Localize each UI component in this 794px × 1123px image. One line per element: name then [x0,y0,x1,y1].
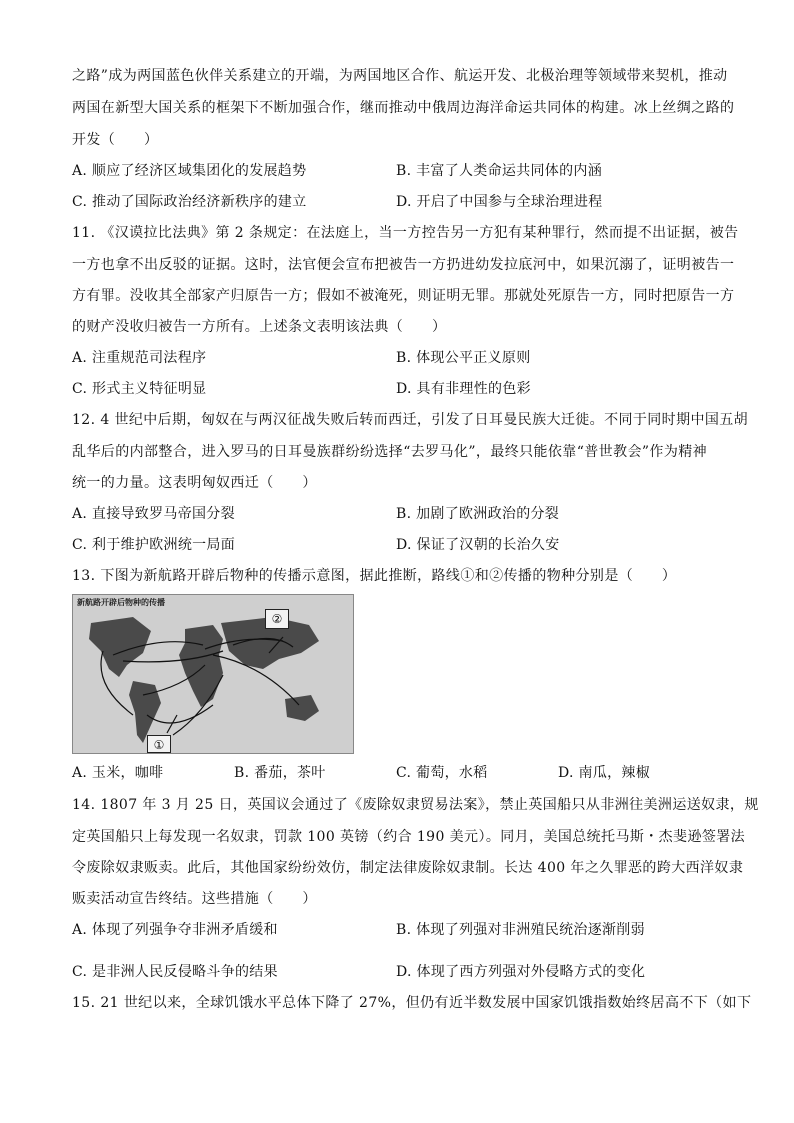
q12-option-d: D. 保证了汉朝的长治久安 [396,537,560,553]
q11-option-a: A. 注重规范司法程序 [72,350,207,366]
q11-option-d: D. 具有非理性的色彩 [396,381,531,397]
q14-line-2: 定英国船只上每发现一名奴隶，罚款 100 英镑（约合 190 美元）。同月，美国总统托马斯・杰斐逊签署法 [72,829,746,845]
q14-line-4: 贩卖活动宣告终结。这些措施（ ） [72,891,317,907]
route-label-2: ② [265,609,289,629]
q10-line-3: 开发（ ） [72,132,159,148]
q12-option-a: A. 直接导致罗马帝国分裂 [72,506,235,522]
q13-option-c: C. 葡萄，水稻 [396,765,488,781]
q10-line-1: 之路”成为两国蓝色伙伴关系建立的开端，为两国地区合作、航运开发、北极治理等领域带来契机，推动 [72,68,728,84]
q12-line-2: 乱华后的内部整合，进入罗马的日耳曼族群纷纷选择“去罗马化”，最终只能依靠“普世教会”作为精神 [72,444,708,460]
q12-line-1: 12. 4 世纪中后期，匈奴在与两汉征战失败后转而西迁，引发了日耳曼民族大迁徙。不同于同时期中国五胡 [72,412,749,428]
q11-line-3: 方有罪。没收其全部家产归原告一方；假如不被淹死，则证明无罪。那就处死原告一方，同时把原告一方 [72,288,735,304]
q13-option-d: D. 南瓜，辣椒 [558,765,651,781]
q10-option-c: C. 推动了国际政治经济新秩序的建立 [72,194,307,210]
q12-line-3: 统一的力量。这表明匈奴西迁（ ） [72,475,317,491]
route-label-1: ① [147,735,171,753]
q14-option-c: C. 是非洲人民反侵略斗争的结果 [72,964,278,980]
q10-option-b: B. 丰富了人类命运共同体的内涵 [396,163,602,179]
figure-title: 新航路开辟后物种的传播 [77,598,165,607]
q11-line-2: 一方也拿不出反驳的证据。这时，法官便会宣布把被告一方扔进幼发拉底河中，如果沉溺了，证明被告一 [72,257,735,273]
q11-line-1: 11. 《汉谟拉比法典》第 2 条规定：在法庭上，当一方控告另一方犯有某种罪行，然而提不出证据，被告 [72,225,739,241]
q10-option-a: A. 顺应了经济区域集团化的发展趋势 [72,163,307,179]
q14-option-b: B. 体现了列强对非洲殖民统治逐渐削弱 [396,922,645,938]
q10-option-d: D. 开启了中国参与全球治理进程 [396,194,603,210]
q10-line-2: 两国在新型大国关系的框架下不断加强合作，继而推动中俄周边海洋命运共同体的构建。冰上丝绸之路的 [72,100,735,116]
q14-option-a: A. 体现了列强争夺非洲矛盾缓和 [72,922,278,938]
species-spread-map [72,594,354,754]
q13-option-b: B. 番茄，茶叶 [234,765,326,781]
q13-stem: 13. 下图为新航路开辟后物种的传播示意图，据此推断，路线①和②传播的物种分别是（ ） [72,568,677,584]
world-map-graphic [73,595,353,753]
q14-option-d: D. 体现了西方列强对外侵略方式的变化 [396,964,646,980]
q15-line-1: 15. 21 世纪以来，全球饥饿水平总体下降了 27%，但仍有近半数发展中国家饥饿指数始终居高不下（如下 [72,995,752,1011]
q14-line-3: 令废除奴隶贩卖。此后，其他国家纷纷效仿，制定法律废除奴隶制。长达 400 年之久罪恶的跨大西洋奴隶 [72,860,744,876]
q11-option-b: B. 体现公平正义原则 [396,350,531,366]
q12-option-b: B. 加剧了欧洲政治的分裂 [396,506,560,522]
q12-option-c: C. 利于维护欧洲统一局面 [72,537,236,553]
q11-option-c: C. 形式主义特征明显 [72,381,207,397]
q11-line-4: 的财产没收归被告一方所有。上述条文表明该法典（ ） [72,319,447,335]
q13-option-a: A. 玉米，咖啡 [72,765,164,781]
q14-line-1: 14. 1807 年 3 月 25 日，英国议会通过了《废除奴隶贸易法案》，禁止英国船只从非洲往美洲运送奴隶，规 [72,797,759,813]
